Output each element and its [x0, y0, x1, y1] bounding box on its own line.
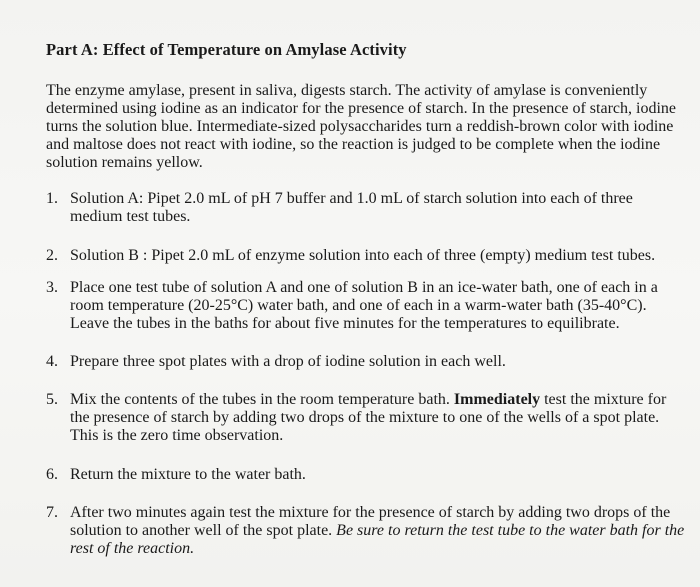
- step-text-part: After two minutes again test the mixture for the presence of starch by adding two drops of the solution to another well of the spot plate.: [70, 504, 671, 539]
- procedure-list: [46, 190, 686, 558]
- step-text-part: test the mixture for the presence of starch by adding two drops of the mixture to one of the wells of a spot plate. This is the zero time observation.: [70, 391, 667, 444]
- step-number: 3.: [46, 279, 58, 296]
- section-title: Part A: Effect of Temperature on Amylase Activity: [46, 40, 407, 59]
- step-text: Solution A: Pipet 2.0 mL of pH 7 buffer and 1.0 mL of starch solution into each of three medium test tubes.: [70, 190, 633, 225]
- step-text: Place one test tube of solution A and one of solution B in an ice-water bath, one of each in a room temperature (20-25°C) water bath, and one of each in a warm-water bath (35-40°C). Leave the tubes in the baths for about five minutes for the temperatures to equilibrate.: [70, 279, 658, 332]
- step-text: [70, 391, 686, 445]
- procedure-step: [46, 504, 686, 558]
- step-text: Prepare three spot plates with a drop of iodine solution in each well.: [70, 353, 506, 370]
- procedure-step: [46, 353, 686, 371]
- step-number: 2.: [46, 247, 58, 264]
- procedure-step: [46, 190, 686, 226]
- step-text-part: Mix the contents of the tubes in the room temperature bath.: [70, 391, 454, 408]
- step-number: 6.: [46, 466, 58, 483]
- step-emphasis-italic: Be sure to return the test tube to the water bath for the rest of the reaction.: [70, 522, 685, 557]
- step-number: 5.: [46, 391, 58, 408]
- procedure-step: [46, 391, 686, 445]
- procedure-step: [46, 279, 686, 333]
- step-number: 1.: [46, 190, 58, 207]
- procedure-step: [46, 466, 686, 484]
- step-number: 4.: [46, 353, 58, 370]
- step-text: Solution B : Pipet 2.0 mL of enzyme solution into each of three (empty) medium test tubes.: [70, 247, 656, 264]
- intro-paragraph: The enzyme amylase, present in saliva, digests starch. The activity of amylase is conveniently determined using iodine as an indicator for the presence of starch. In the presence of starch, iodine turns the solution blue. Intermediate-sized polysaccharides turn a reddish-brown color with iodine and maltose does not react with iodine, so the reaction is judged to be complete when the iodine solution remains yellow.: [46, 82, 676, 171]
- step-text: Return the mixture to the water bath.: [70, 466, 306, 483]
- step-emphasis-bold: Immediately: [453, 391, 541, 408]
- procedure-step: [46, 247, 686, 265]
- step-text: [70, 504, 686, 558]
- step-number: 7.: [46, 504, 58, 521]
